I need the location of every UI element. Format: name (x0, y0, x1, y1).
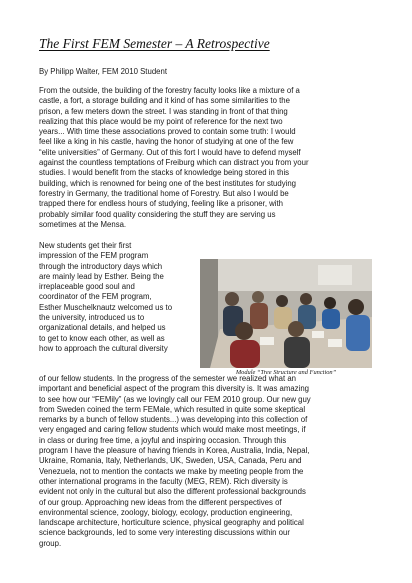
text-line: organizational details, and helped us (39, 323, 166, 333)
text-line: coordinator of the FEM program, (39, 292, 152, 302)
photo-caption: Module “Tree Structure and Function” (235, 369, 337, 376)
text-line: other international programs in the faculty (MEG, REM). Rich diversity is (39, 476, 288, 486)
text-line: “elite universities” of Germany. Out of this fort I would have to defend myself (39, 147, 301, 157)
text-line: realizing that this place would be my point of reference for the next two (39, 116, 283, 126)
text-line: years... With time these associations proved to contain some truth: I would (39, 127, 296, 137)
text-line: trapped there for endless hours of studying, feeling like a prisoner, with (39, 199, 284, 209)
text-line: group. (39, 538, 62, 548)
text-line: evident not only in the cultural but also the different professional backgrounds (39, 487, 306, 497)
text-line: From the outside, the building of the forestry faculty looks like a mixture of a (39, 86, 300, 95)
text-line: forestry in Germany, the traditional home of Forestry. But also I would be (39, 188, 289, 198)
text-line: how to approach the cultural diversity (39, 343, 168, 353)
text-line: to get to know each other, as well as (39, 333, 165, 343)
text-line: remarks by a bunch of fellow students...) was developing into this collection of (39, 415, 308, 425)
paragraph-second-continued (39, 374, 311, 549)
text-line: prison, a few meters down the street. I was standing in front of that thing (39, 106, 288, 116)
text-line: castle, a fort, a storage building and it kind of has some similarities to the (39, 96, 290, 106)
text-line: in class or during free time, a joyful and inspiring occasion. Through this (39, 435, 287, 445)
text-line: the university, introduced us to (39, 313, 145, 323)
text-line: Ukraine, Romania, Italy, Netherlands, UK, Sweden, USA, Canada, Peru and (39, 456, 302, 466)
text-line: program I have the pleasure of having friends in Korea, Australia, India, Nepal, (39, 446, 310, 456)
paragraph-intro (39, 86, 309, 230)
text-line: sometimes at the Mensa. (39, 219, 127, 229)
text-line: probably similar food quality considering the stuff they are serving us (39, 209, 276, 219)
text-line: irreplaceable good soul and (39, 282, 135, 292)
text-line: environmental science, zoology, biology, ecology, production engineering, (39, 507, 293, 517)
text-line: Venezuela, not to mention the contacts we make by meeting people from the (39, 466, 304, 476)
text-line: to see how our “FEMily” (as we lovingly call our FEM 2010 group. Our new guy (39, 394, 311, 404)
paragraph-second-wrapped (39, 241, 172, 354)
text-line: landscape architecture, horticulture science, physical geography and political (39, 518, 304, 528)
article-byline: By Philipp Walter, FEM 2010 Student (39, 67, 167, 76)
text-line: science backgrounds, led to some very interesting discussions within our (39, 528, 290, 538)
text-line: important and beneficial aspect of the program this diversity is. It was amazing (39, 384, 309, 394)
text-line: studies. I would benefit from the stacks of knowledge being stored in this (39, 168, 290, 178)
text-line: Esther Muschelknautz welcomed us to (39, 302, 173, 312)
text-line: impression of the FEM program (39, 251, 149, 261)
text-line: are mainly lead by Esther. Being the (39, 271, 164, 281)
text-line: feel like a king in his castle, having the honor of studying at one of the few (39, 137, 294, 147)
class-photo (200, 259, 372, 368)
text-line: through the introductory days which (39, 261, 163, 271)
article-title: The First FEM Semester – A Retrospective (39, 36, 270, 51)
class-photo-illustration (200, 259, 372, 368)
text-line: very engaged and caring fellow students which would make most meetings, if (39, 425, 306, 435)
text-line: against the countless temptations of Freiburg which can distract you from your (39, 158, 309, 168)
text-line: of our fellow students. In the progress of the semester we realized what an (39, 374, 297, 383)
text-line: from Sweden coined the term FEMale, which resulted in quite some skeptical (39, 404, 306, 414)
text-line: New students get their first (39, 241, 132, 250)
text-line: building, which is renowned for being one of the best institutes for studying (39, 178, 297, 188)
text-line: of our group. Approaching new ideas from the different perspectives of (39, 497, 282, 507)
